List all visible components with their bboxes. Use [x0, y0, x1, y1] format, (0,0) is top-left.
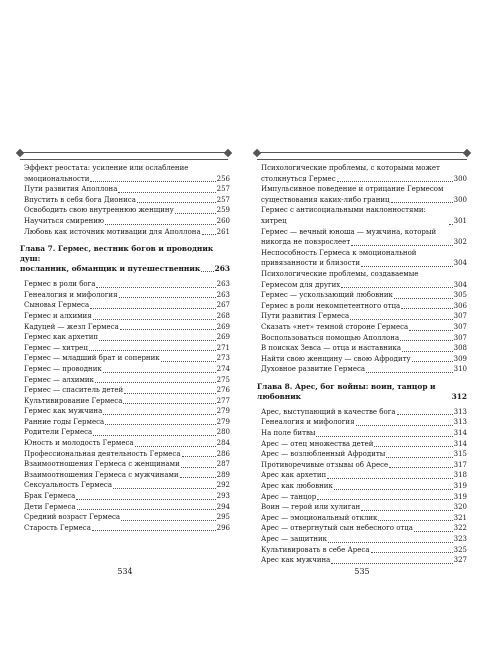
toc-entry-title: Родители Гермеса	[24, 428, 93, 437]
toc-entry-page: 271	[216, 343, 230, 352]
toc-entry-title: привязанности и близости	[261, 259, 361, 268]
toc-entry	[20, 427, 230, 438]
dot-leader	[124, 393, 215, 394]
dot-leader	[371, 552, 453, 553]
toc-entry-page: 304	[453, 259, 467, 268]
toc-entry-page: 307	[453, 333, 467, 342]
toc-entry-title: Генеалогия и мифология	[24, 290, 118, 299]
toc-entry-title: Арес — эмоциональный отклик	[261, 513, 378, 522]
toc-entry	[20, 343, 230, 354]
toc-entry	[257, 492, 467, 503]
dot-leader	[412, 361, 453, 362]
dot-leader	[394, 298, 453, 299]
toc-entry-title: Гермес как архетип	[24, 333, 99, 342]
toc-list-right	[257, 163, 467, 566]
toc-entry	[20, 174, 230, 185]
toc-entry	[20, 523, 230, 534]
toc-entry-page: 319	[453, 482, 467, 491]
dot-leader	[334, 489, 453, 490]
toc-entry	[257, 205, 467, 226]
dot-leader	[175, 213, 216, 214]
toc-entry-title: Брак Гермеса	[24, 492, 76, 501]
toc-entry-title: Арес как архетип	[261, 471, 327, 480]
toc-entry-page: 310	[453, 365, 467, 374]
page-number-right: 535	[354, 567, 370, 576]
dot-leader	[90, 308, 215, 309]
toc-entry	[20, 417, 230, 428]
dot-leader	[118, 192, 215, 193]
toc-entry	[20, 332, 230, 343]
toc-entry-title: Любовь как источник мотивации для Аполлона	[24, 227, 201, 236]
left-page	[20, 155, 230, 576]
toc-entry	[20, 385, 230, 396]
toc-entry-page: 308	[453, 344, 467, 353]
toc-entry-title: Юность и молодость Гермеса	[24, 439, 134, 448]
toc-entry-page: 295	[216, 513, 230, 522]
toc-entry	[20, 279, 230, 290]
dot-leader	[389, 467, 452, 468]
toc-entry	[257, 439, 467, 450]
dot-leader	[366, 372, 453, 373]
toc-entry-page: 321	[453, 513, 467, 522]
toc-entry	[20, 470, 230, 481]
toc-entry	[20, 396, 230, 407]
toc-entry-page: 300	[453, 195, 467, 204]
toc-entry	[257, 311, 467, 322]
dot-leader	[317, 499, 452, 500]
dot-leader	[113, 488, 216, 489]
dot-leader	[120, 329, 216, 330]
toc-entry	[257, 470, 467, 481]
dot-leader	[89, 350, 216, 351]
chapter-heading-7	[20, 244, 230, 274]
toc-entry-page: 277	[216, 396, 230, 405]
toc-entry-title: Гермес — хитрец	[24, 343, 88, 352]
toc-entry	[20, 364, 230, 375]
toc-entry	[257, 428, 467, 439]
toc-entry	[257, 417, 467, 428]
toc-entry-page: 327	[453, 556, 467, 565]
toc-entry	[257, 481, 467, 492]
toc-entry	[20, 502, 230, 513]
toc-entry-title: На поле битвы	[261, 429, 316, 438]
toc-entry-title: столкнуться Гермес	[261, 174, 336, 183]
toc-entry	[257, 513, 467, 524]
toc-entry	[257, 449, 467, 460]
toc-entry	[20, 449, 230, 460]
toc-entry	[257, 237, 467, 248]
toc-entry-title: Гермес — алхимик	[24, 375, 94, 384]
toc-entry-page: 309	[453, 354, 467, 363]
right-page	[257, 155, 467, 576]
toc-entry-page: 286	[216, 449, 230, 458]
toc-entry-title: Арес — защитник	[261, 535, 328, 543]
dot-leader	[77, 509, 216, 510]
toc-entry-page: 257	[216, 185, 230, 194]
toc-entry	[20, 438, 230, 449]
toc-entry-page: 269	[216, 322, 230, 331]
toc-entry	[20, 406, 230, 417]
toc-entry-title: Воин — герой или хулиган	[261, 503, 361, 512]
toc-entry-page: 314	[453, 429, 467, 438]
toc-entry-page: 307	[453, 312, 467, 321]
dot-leader	[386, 457, 452, 458]
toc-entry	[257, 364, 467, 375]
toc-entry-title: Психологические проблемы, создаваемые	[261, 269, 419, 278]
toc-entry	[257, 195, 467, 206]
dot-leader	[374, 446, 452, 447]
toc-entry-page: 257	[216, 195, 230, 204]
toc-entry-title: Старость Гермеса	[24, 523, 91, 532]
toc-entry-page: 260	[216, 216, 230, 225]
toc-entry-title: Гермес — ускользающий любовник	[261, 291, 393, 300]
toc-entry-title: Воспользоваться помощью Аполлона	[261, 333, 400, 342]
toc-entry	[257, 534, 467, 545]
dot-leader	[327, 478, 452, 479]
toc-entry-page: 268	[216, 311, 230, 320]
toc-entry	[257, 555, 467, 566]
dot-leader	[95, 382, 216, 383]
toc-entry-page: 279	[216, 407, 230, 416]
toc-entry	[257, 333, 467, 344]
toc-entry-title: Противоречивые отзывы об Аресе	[261, 460, 389, 469]
toc-entry-title: Арес как мужчина	[261, 556, 331, 565]
toc-entry	[257, 343, 467, 354]
toc-entry-title: Арес — танцор	[261, 492, 317, 501]
toc-entry-page: 269	[216, 333, 230, 342]
dot-leader	[341, 287, 452, 288]
dot-leader	[96, 287, 215, 288]
dot-leader	[181, 467, 216, 468]
toc-entry-page: 279	[216, 417, 230, 426]
dot-leader	[378, 520, 452, 521]
toc-entry-title: Дети Гермеса	[24, 502, 76, 511]
toc-entry	[20, 311, 230, 322]
dot-leader	[409, 330, 452, 331]
toc-entry-page: 293	[216, 492, 230, 501]
toc-entry-page: 323	[453, 535, 467, 543]
dot-leader	[161, 361, 216, 362]
toc-entry-page: 319	[453, 492, 467, 501]
toc-entry-title: Импульсивное поведение и отрицание Гермесом	[261, 185, 444, 194]
dot-leader	[105, 424, 215, 425]
toc-entry-page: 322	[453, 524, 467, 533]
toc-entry-title: Взаимоотношения Гермеса с мужчинами	[24, 470, 179, 479]
dot-leader	[361, 266, 453, 267]
toc-entry-page: 301	[453, 216, 467, 225]
toc-entry	[20, 480, 230, 491]
toc-entry-title: Арес как любовник	[261, 482, 333, 491]
toc-entry-title: Культивирование Гермеса	[24, 396, 123, 405]
dot-leader	[90, 181, 215, 182]
toc-entry-title: Сексуальность Гермеса	[24, 481, 112, 490]
dot-leader	[316, 436, 452, 437]
toc-entry-page: 263	[216, 290, 230, 299]
toc-entry-page: 261	[216, 227, 230, 236]
toc-entry-page: 300	[453, 174, 467, 183]
toc-entry-title: Гермес с антисоциальными наклонностями: хитрец	[261, 206, 426, 225]
toc-entry	[20, 459, 230, 470]
toc-entry-title: Неспособность Гермеса к эмоциональной	[261, 248, 417, 257]
toc-entry-page: 275	[216, 375, 230, 384]
toc-entry-title: Гермес — младший брат и соперник	[24, 354, 160, 363]
dot-leader	[397, 414, 453, 415]
toc-entry-page: 267	[216, 301, 230, 310]
dot-leader	[402, 351, 453, 352]
toc-entry	[20, 216, 230, 227]
toc-entry	[257, 322, 467, 333]
toc-entry-page: 313	[453, 418, 467, 427]
toc-entry-title: Гермес — спаситель детей	[24, 386, 124, 395]
toc-entry-title: Арес — отвергнутый сын небесного отца	[261, 524, 413, 533]
dot-leader	[361, 510, 452, 511]
toc-entry-title: Освободить свою внутреннюю женщину	[24, 206, 174, 215]
dot-leader	[414, 531, 453, 532]
toc-entry-title: Культивировать в себе Ареса	[261, 545, 370, 554]
toc-entry-page: 273	[216, 354, 230, 363]
toc-entry-title: Психологические проблемы, с которыми может	[261, 164, 440, 172]
toc-entry	[257, 523, 467, 534]
toc-entry-page: 320	[453, 503, 467, 512]
dot-leader	[121, 520, 216, 521]
dot-leader	[123, 403, 215, 404]
toc-entry-title: В поисках Зевса — отца и наставника	[261, 344, 402, 353]
dot-leader	[180, 477, 216, 478]
toc-entry-page: 294	[216, 502, 230, 511]
dot-leader	[76, 499, 215, 500]
toc-entry	[20, 184, 230, 195]
toc-entry-title: Кадуцей — жезл Гермеса	[24, 322, 119, 331]
chapter-heading-8	[257, 382, 467, 402]
toc-entry-title: никогда не повзрослеет	[261, 238, 351, 247]
toc-entry-title: Арес — отец множества детей	[261, 439, 374, 448]
dot-leader	[93, 319, 216, 320]
chapter-title-line1: Глава 7. Гермес, вестник богов и проводник душ:	[20, 244, 214, 264]
toc-entry-page: 325	[453, 545, 467, 554]
toc-entry-title: Пути развития Гермеса	[261, 312, 350, 321]
toc-entry-title: Гермес в роли некомпетентного отца	[261, 301, 401, 310]
toc-entry-page: 296	[216, 523, 230, 532]
toc-entry	[20, 205, 230, 216]
toc-entry	[20, 290, 230, 301]
page-number-left: 534	[117, 567, 133, 576]
toc-entry-page: 304	[453, 280, 467, 289]
toc-entry-page: 284	[216, 439, 230, 448]
dot-leader	[449, 224, 453, 225]
toc-entry-title: Арес — возлюбленный Афродиты	[261, 450, 386, 459]
toc-entry-page: 287	[216, 460, 230, 469]
toc-entry-title: Профессиональная деятельность Гермеса	[24, 449, 181, 458]
toc-entry-title: Эффект реостата: усиление или ослабление	[24, 164, 189, 172]
toc-entry-page: 280	[216, 428, 230, 437]
toc-entry	[20, 353, 230, 364]
toc-entry-title: Сыновья Гермеса	[24, 301, 90, 310]
toc-entry-title: Гермес — проводник	[24, 364, 102, 373]
toc-entry-page: 292	[216, 481, 230, 490]
dot-leader	[337, 181, 453, 182]
toc-entry-page: 256	[216, 174, 230, 183]
toc-entry	[257, 280, 467, 291]
dot-leader	[391, 202, 453, 203]
toc-entry-title: Ранние годы Гермеса	[24, 417, 105, 426]
toc-entry-title: Средний возраст Гермеса	[24, 513, 121, 522]
toc-entry	[257, 174, 467, 185]
toc-entry	[257, 290, 467, 301]
toc-entry-title: Гермес и алхимия	[24, 311, 92, 320]
toc-entry-title: Арес, выступающий в качестве бога	[261, 407, 396, 416]
dot-leader	[351, 245, 452, 246]
chapter-title-line2: посланник, обманщик и путешественник 263	[20, 264, 230, 274]
toc-entry-title: Пути развития Аполлона	[24, 185, 118, 194]
toc-entry-title: Научиться смирению	[24, 216, 105, 225]
dot-leader	[182, 456, 216, 457]
toc-entry-title: Гермесом для других	[261, 280, 341, 289]
toc-entry	[257, 545, 467, 556]
toc-entry-page: 318	[453, 471, 467, 480]
toc-entry-page: 307	[453, 322, 467, 331]
toc-entry	[20, 375, 230, 386]
toc-entry-title: Найти свою женщину — свою Афродиту	[261, 354, 411, 363]
dot-leader	[99, 340, 216, 341]
toc-entry	[257, 258, 467, 269]
toc-entry-page: 289	[216, 470, 230, 479]
chapter-title-line: Глава 8. Арес, бог войны: воин, танцор и любовник 312	[257, 381, 467, 401]
toc-entry-page: 259	[216, 206, 230, 215]
dot-leader	[103, 372, 216, 373]
toc-entry	[20, 322, 230, 333]
dot-leader	[137, 202, 216, 203]
dot-leader	[93, 435, 215, 436]
toc-entry-title: Взаимоотношения Гермеса с женщинами	[24, 460, 180, 469]
toc-entry-page: 263	[216, 280, 230, 289]
toc-entry-title: Гермес как мужчина	[24, 407, 103, 416]
toc-entry-title: Впустить в себя бога Диониса	[24, 195, 136, 204]
dot-leader	[92, 530, 216, 531]
toc-entry	[20, 195, 230, 206]
toc-entry-title: существования каких-либо границ	[261, 195, 390, 204]
dot-leader	[350, 319, 452, 320]
toc-entry	[257, 354, 467, 365]
toc-entry	[20, 300, 230, 311]
toc-entry-page: 274	[216, 364, 230, 373]
toc-entry-title: эмоциональности	[24, 174, 90, 183]
toc-entry-page: 317	[453, 460, 467, 469]
toc-entry	[20, 512, 230, 523]
dot-leader	[135, 446, 216, 447]
toc-entry	[257, 301, 467, 312]
toc-list-left	[20, 163, 230, 533]
dot-leader	[328, 542, 453, 543]
toc-entry-title: Гермес — вечный юноша — мужчина, который	[261, 227, 437, 236]
toc-entry	[257, 460, 467, 471]
toc-entry-page: 314	[453, 439, 467, 448]
toc-entry-title: Гермес в роли бога	[24, 280, 96, 289]
toc-entry-page: 313	[453, 407, 467, 416]
toc-entry	[20, 491, 230, 502]
dot-leader	[119, 297, 216, 298]
toc-entry-page: 315	[453, 450, 467, 459]
toc-entry-page: 306	[453, 301, 467, 310]
toc-entry	[20, 227, 230, 238]
toc-entry	[257, 502, 467, 513]
dot-leader	[401, 308, 452, 309]
toc-entry-title: Генеалогия и мифология	[261, 418, 355, 427]
dot-leader	[105, 224, 216, 225]
toc-entry-page: 302	[453, 238, 467, 247]
toc-entry-page: 305	[453, 291, 467, 300]
toc-entry-page: 276	[216, 386, 230, 395]
dot-leader	[202, 234, 216, 235]
dot-leader	[331, 563, 452, 564]
toc-entry-title: Духовное развитие Гермеса	[261, 365, 366, 374]
toc-entry-title: Сказать «нет» темной стороне Гермеса	[261, 322, 409, 331]
toc-entry	[257, 407, 467, 418]
dot-leader	[103, 414, 215, 415]
dot-leader	[356, 425, 453, 426]
dot-leader	[400, 340, 453, 341]
